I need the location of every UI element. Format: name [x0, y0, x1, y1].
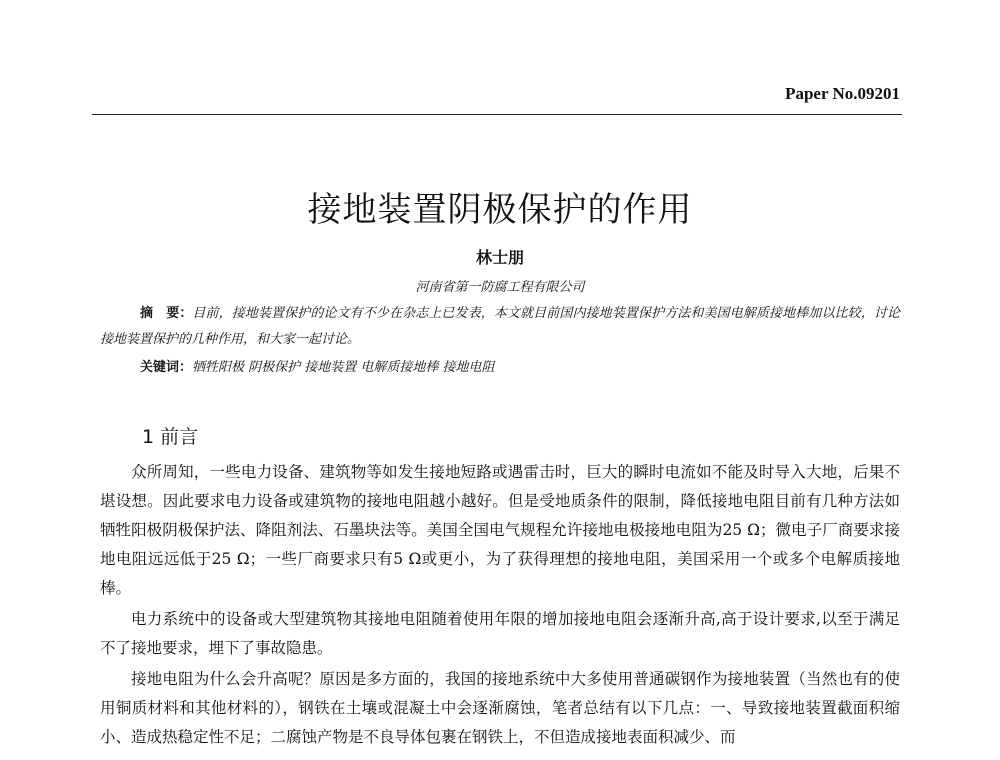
paragraph: 电力系统中的设备或大型建筑物其接地电阻随着使用年限的增加接地电阻会逐渐升高,高于设计要求,以至于满足不了接地要求，埋下了事故隐患。: [100, 610, 900, 657]
body-text: [100, 458, 900, 754]
header-rule: [92, 114, 902, 115]
paragraph: 众所周知，一些电力设备、建筑物等如发生接地短路或遇雷击时，巨大的瞬时电流如不能及时导入大地，后果不堪设想。因此要求电力设备或建筑物的接地电阻越小越好。但是受地质条件的限制，降低接地电阻目前有几种方法如牺牲阳极阴极保护法、降阻剂法、石墨块法等。美国全国电气规程允许接地电极接地电阻为25 Ω；微电子厂商要求接地电阻远远低于25 Ω；一些厂商要求只有5 Ω或更小，为了获得理想的接地电阻，美国采用一个或多个电解质接地棒。: [100, 463, 900, 597]
keywords-text: 牺牲阳极 阴极保护 接地装置 电解质接地棒 接地电阻: [192, 360, 495, 375]
keywords: [140, 356, 495, 375]
keywords-label: 关键词：: [140, 360, 193, 375]
abstract-text: 目前，接地装置保护的论文有不少在杂志上已发表，本文就目前国内接地装置保护方法和美国电解质接地棒加以比较，讨论接地装置保护的几种作用，和大家一起讨论。: [100, 306, 900, 347]
author-name: 林士朋: [475, 248, 524, 267]
paragraph: 接地电阻为什么会升高呢？原因是多方面的，我国的接地系统中大多使用普通碳钢作为接地装置（当然也有的使用铜质材料和其他材料的），钢铁在土壤或混凝土中会逐渐腐蚀，笔者总结有以下几点：一、导致接地装置截面积缩小、造成热稳定性不足；二腐蚀产物是不良导体包裹在钢铁上，不但造成接地表面积减少、而: [100, 670, 900, 746]
author-affiliation: 河南省第一防腐工程有限公司: [415, 280, 585, 295]
abstract-label: 摘 要：: [140, 306, 193, 321]
abstract: [100, 301, 900, 353]
paper-title: 接地装置阴极保护的作用: [307, 190, 693, 230]
section-heading: 1 前言: [142, 426, 199, 448]
paper-number: Paper No.09201: [785, 84, 900, 103]
